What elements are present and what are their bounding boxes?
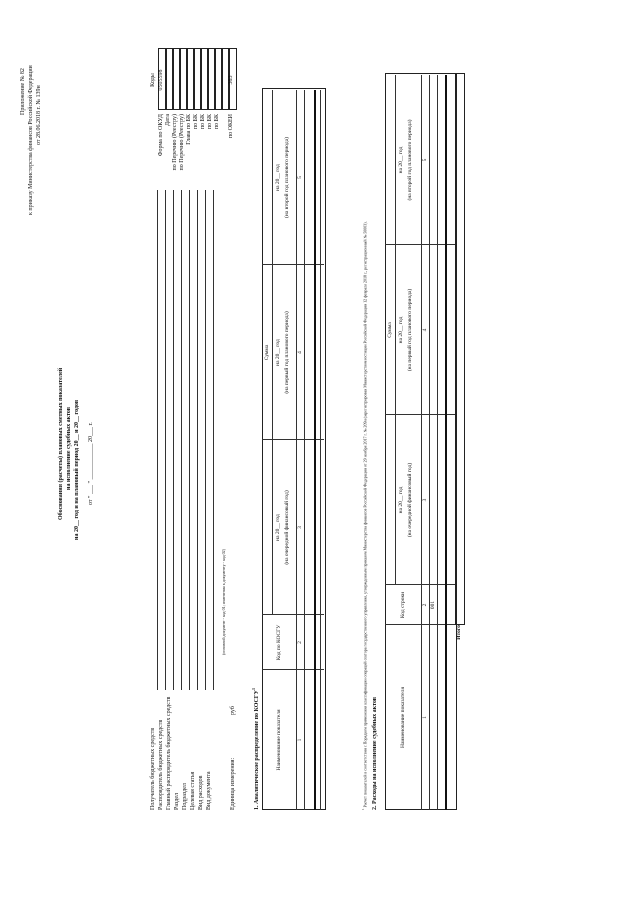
- field-line: [173, 190, 174, 690]
- col-number: 5: [421, 158, 428, 162]
- row-divider: [437, 75, 438, 810]
- sum-divider: [272, 90, 273, 615]
- col-number: 1: [421, 716, 428, 719]
- appendix-label: Приложение № 82: [20, 68, 26, 115]
- col-number: 2: [296, 641, 303, 644]
- codes-row-label: Дата: [165, 114, 171, 126]
- date-line: от " ___ " ____________ 20___ г.: [88, 422, 94, 505]
- col-sum: Сумма: [263, 344, 270, 361]
- col-number: 3: [296, 526, 303, 529]
- col-year: на 20__ год: [274, 514, 281, 541]
- title-line-2: на исполнение судебных актов: [66, 407, 72, 490]
- doc-note: (основной документ - код 01; изменения к документу - код 02): [221, 549, 226, 655]
- row-divider: [445, 75, 447, 810]
- col-number: 5: [296, 176, 303, 179]
- footnote: $^1$ Расчет показателей в соответствии с Порядком применения классификации операций сектора государственного управления, утвержденным приказом Министерства финансов Российской Федерации от 29 ноября 2017 г. № 209н (зарегистрирован Министерством юстиции Российской Федерации 12 февраля 2018 г., регистрационный № 50003).: [361, 221, 368, 810]
- col-year: на 20__ год: [274, 164, 281, 191]
- col-year-sub: (на первый год планового периода): [406, 288, 413, 372]
- codes-value: 0505598: [158, 69, 164, 91]
- row-divider: [429, 75, 430, 810]
- row-divider: [304, 90, 305, 810]
- section1-title: 1. Аналитическое распределение по КОСГУ$^1$: [251, 687, 260, 810]
- col-code: Код по КОСГУ: [275, 624, 282, 661]
- order-line-1: к приказу Министерства финансов Российской Федерации: [28, 65, 34, 215]
- field-label: Распорядитель бюджетных средств: [158, 719, 164, 810]
- codes-row-label: Форма по ОКУД: [158, 114, 164, 157]
- col-year-sub: (на очередной финансовый год): [406, 462, 413, 538]
- field-label: Получатель бюджетных средств: [150, 727, 156, 810]
- sum-divider: [395, 75, 396, 585]
- col-sum: Сумма: [386, 322, 393, 338]
- col-name: Наименование показателя: [275, 709, 282, 771]
- field-line: [165, 190, 166, 690]
- field-line: [189, 190, 190, 690]
- field-line: [157, 190, 158, 690]
- codes-row-label: по Перечню (Реестру): [179, 114, 185, 171]
- col-number: 4: [421, 328, 428, 332]
- field-label: Вид расходов: [198, 775, 204, 810]
- codes-row-label: по ОКЕИ: [228, 114, 234, 139]
- field-label: Вид документа: [206, 771, 212, 810]
- field-line: [213, 190, 214, 690]
- col-number: 2: [421, 603, 428, 607]
- col-name: Наименование показателя: [399, 687, 406, 748]
- col-year: на 20__ год: [397, 316, 404, 344]
- field-label: Главный распорядитель бюджетных средств: [166, 696, 172, 810]
- row-divider: [314, 90, 316, 810]
- field-label: Целевая статья: [190, 771, 196, 810]
- codes-row-label: Глава по БК: [186, 114, 192, 145]
- order-line-2: от 28.06.2018 г. № 139н: [36, 85, 42, 145]
- col-year-sub: (на второй год планового периода): [283, 137, 290, 218]
- codes-row-label: по БК: [207, 114, 213, 130]
- col-number: 1: [296, 738, 303, 742]
- col-year: на 20__ год: [274, 339, 281, 366]
- col-year-sub: (на второй год планового периода): [406, 119, 413, 201]
- total-label: Итого: [455, 625, 462, 640]
- col-number: 4: [296, 351, 303, 354]
- col-number: 3: [421, 498, 428, 502]
- unit-label: Единица измерения:: [230, 757, 236, 810]
- title-line-1: Обоснования (расчеты) плановых сметных показателей: [58, 367, 64, 520]
- codes-row-label: по Перечню (Реестру): [172, 114, 178, 171]
- col-year: на 20__ год: [397, 486, 404, 514]
- row-code: 001: [429, 600, 436, 610]
- col-year: на 20__ год: [397, 146, 404, 174]
- field-label: Раздел: [174, 793, 180, 810]
- codes-row-label: по БК: [193, 114, 199, 130]
- col-code: Код строки: [399, 591, 406, 619]
- codes-value: 383: [228, 75, 234, 85]
- field-line: [197, 190, 198, 690]
- title-line-3: на 20__ год и на плановый период 20__ и 20__ годов: [74, 399, 80, 540]
- col-year-sub: (на очередной финансовый год): [283, 490, 290, 565]
- codes-row-label: по БК: [200, 114, 206, 130]
- row-divider: [320, 90, 321, 810]
- col-year-sub: (на первый год планового периода): [283, 311, 290, 394]
- codes-row-label: по БК: [214, 114, 220, 130]
- total-row: [455, 73, 465, 625]
- field-line: [181, 190, 182, 690]
- section2-title: 2. Расходы на исполнение судебных актов: [372, 696, 378, 810]
- codes-header: Коды: [150, 73, 156, 87]
- field-label: Подраздел: [182, 783, 188, 810]
- unit-value: руб: [230, 706, 236, 715]
- field-line: [205, 190, 206, 690]
